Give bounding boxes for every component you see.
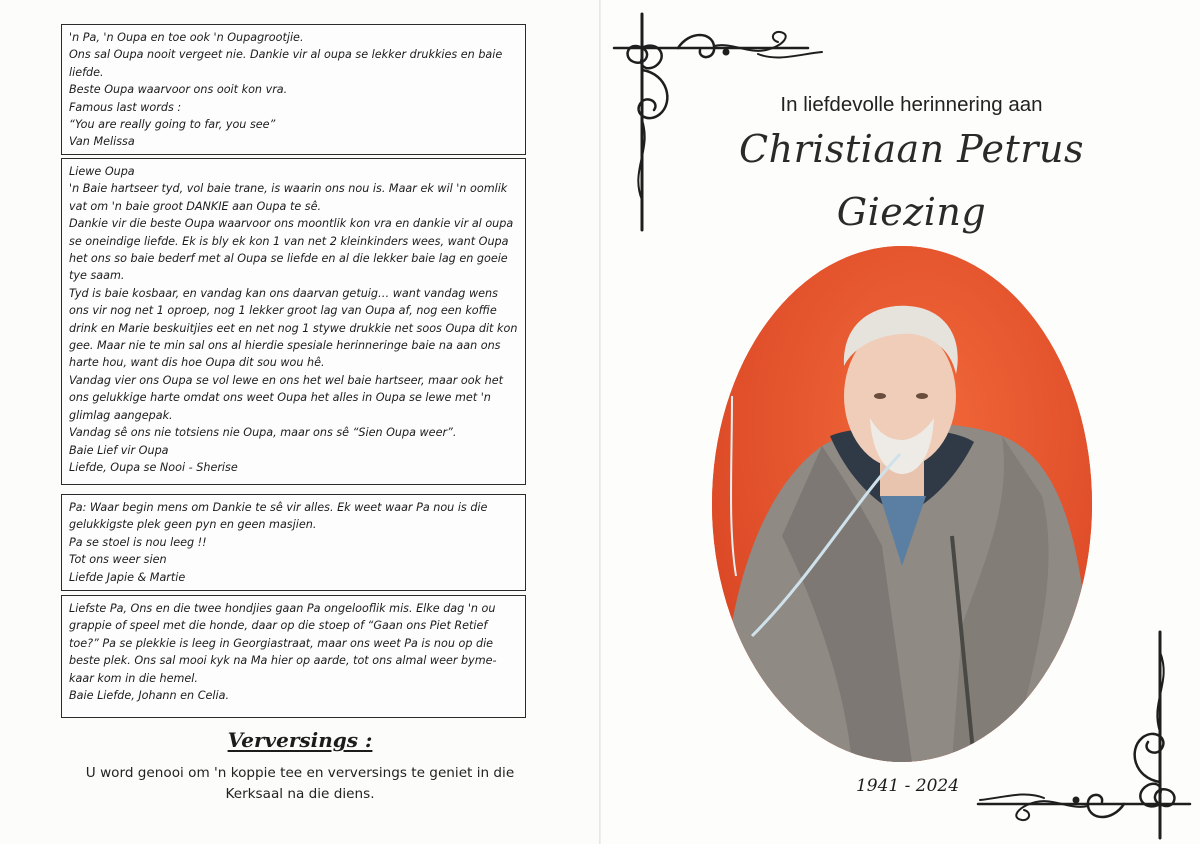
message-box-johann-celia [61, 595, 526, 718]
message-line: Vandag sê ons nie totsiens nie Oupa, maar ons sê “Sien Oupa weer”. [69, 426, 457, 440]
message-box-melissa [61, 24, 526, 155]
message-line: Tyd is baie kosbaar, en vandag kan ons daarvan getuig… want vandag wens ons vir nog net 1 oproep, nog 1 lekker groot lag van Oupa af, nog een koffie drink en Marie beskuitjies eet en net nog 1 stywe drukkie net soos Oupa dit kon gee. Maar nie te min sal ons al hierdie spesiale herinneringe baie na aan ons harte hou, want dis hoe Oupa dit sou wou hê. [69, 286, 518, 370]
message-line: “You are really going to far, you see” [69, 118, 276, 132]
deceased-first-names: Christiaan Petrus [739, 127, 1084, 171]
message-line: Liewe Oupa [69, 165, 135, 178]
message-line: 'n Pa, 'n Oupa en toe ook 'n Oupagrootjie. [69, 31, 304, 44]
message-line: Liefste Pa, Ons en die twee hondjies gaan Pa ongelooflik mis. Elke dag 'n ou grappie of speel met die honde, daar op die stoep of “Gaan ons Piet Retief toe?” Pa se plekkie is leeg in Georgiastraat, maar ons weet Pa is nou op die beste plek. Ons sal mooi kyk na Ma hier op aarde, tot ons almal weer byme-kaar kom in die hemel. [69, 602, 497, 685]
message-line: Dankie vir die beste Oupa waarvoor ons moontlik kon vra en dankie vir al oupa se oneindige liefde. Ek is bly ek kon 1 van net 2 kleinkinders wees, want Oupa het ons so baie bederf met al Oupa se liefde en al die lekker baie lag en goeie tye saam. [69, 217, 514, 283]
life-dates: 1941 - 2024 [855, 776, 960, 796]
message-line: Beste Oupa waarvoor ons ooit kon vra. [69, 83, 288, 97]
refreshments-invitation: U word genooi om 'n koppie tee en verversings te geniet in die Kerksaal na die diens. [85, 765, 515, 802]
refreshments-heading: Verversings : [227, 728, 373, 752]
message-signature: Liefde Japie & Martie [69, 570, 186, 584]
message-line: Pa se stoel is nou leeg !! [69, 535, 207, 549]
message-line: 'n Baie hartseer tyd, vol baie trane, is waarin ons nou is. Maar ek wil 'n oomlik vat om 'n baie groot DANKIE aan Oupa te sê. [69, 182, 508, 213]
message-line: Baie Lief vir Oupa [69, 443, 169, 457]
message-line: Tot ons weer sien [69, 553, 167, 567]
message-box-japie-martie [61, 494, 526, 591]
corner-flourish-bottom-icon [974, 628, 1196, 842]
message-line: Famous last words : [69, 100, 182, 114]
message-signature: Liefde, Oupa se Nooi - Sherise [69, 460, 238, 474]
message-signature: Baie Liefde, Johann en Celia. [69, 689, 230, 703]
message-signature: Van Melissa [69, 135, 135, 149]
message-line: Vandag vier ons Oupa se vol lewe en ons het wel baie hartseer, maar ook het ons gelukkige harte omdat ons weet Oupa het alles in Oupa se lewe met 'n glimlag aangepak. [69, 373, 503, 422]
memorial-intro: In liefdevolle herinnering aan [780, 93, 1043, 116]
deceased-surname: Giezing [836, 190, 987, 234]
message-line: Ons sal Oupa nooit vergeet nie. Dankie vir al oupa se lekker drukkies en baie liefde. [69, 48, 503, 79]
message-box-sherise [61, 158, 526, 485]
message-line: Pa: Waar begin mens om Dankie te sê vir alles. Ek weet waar Pa nou is die gelukkigste plek geen pyn en geen masjien. [69, 501, 488, 532]
